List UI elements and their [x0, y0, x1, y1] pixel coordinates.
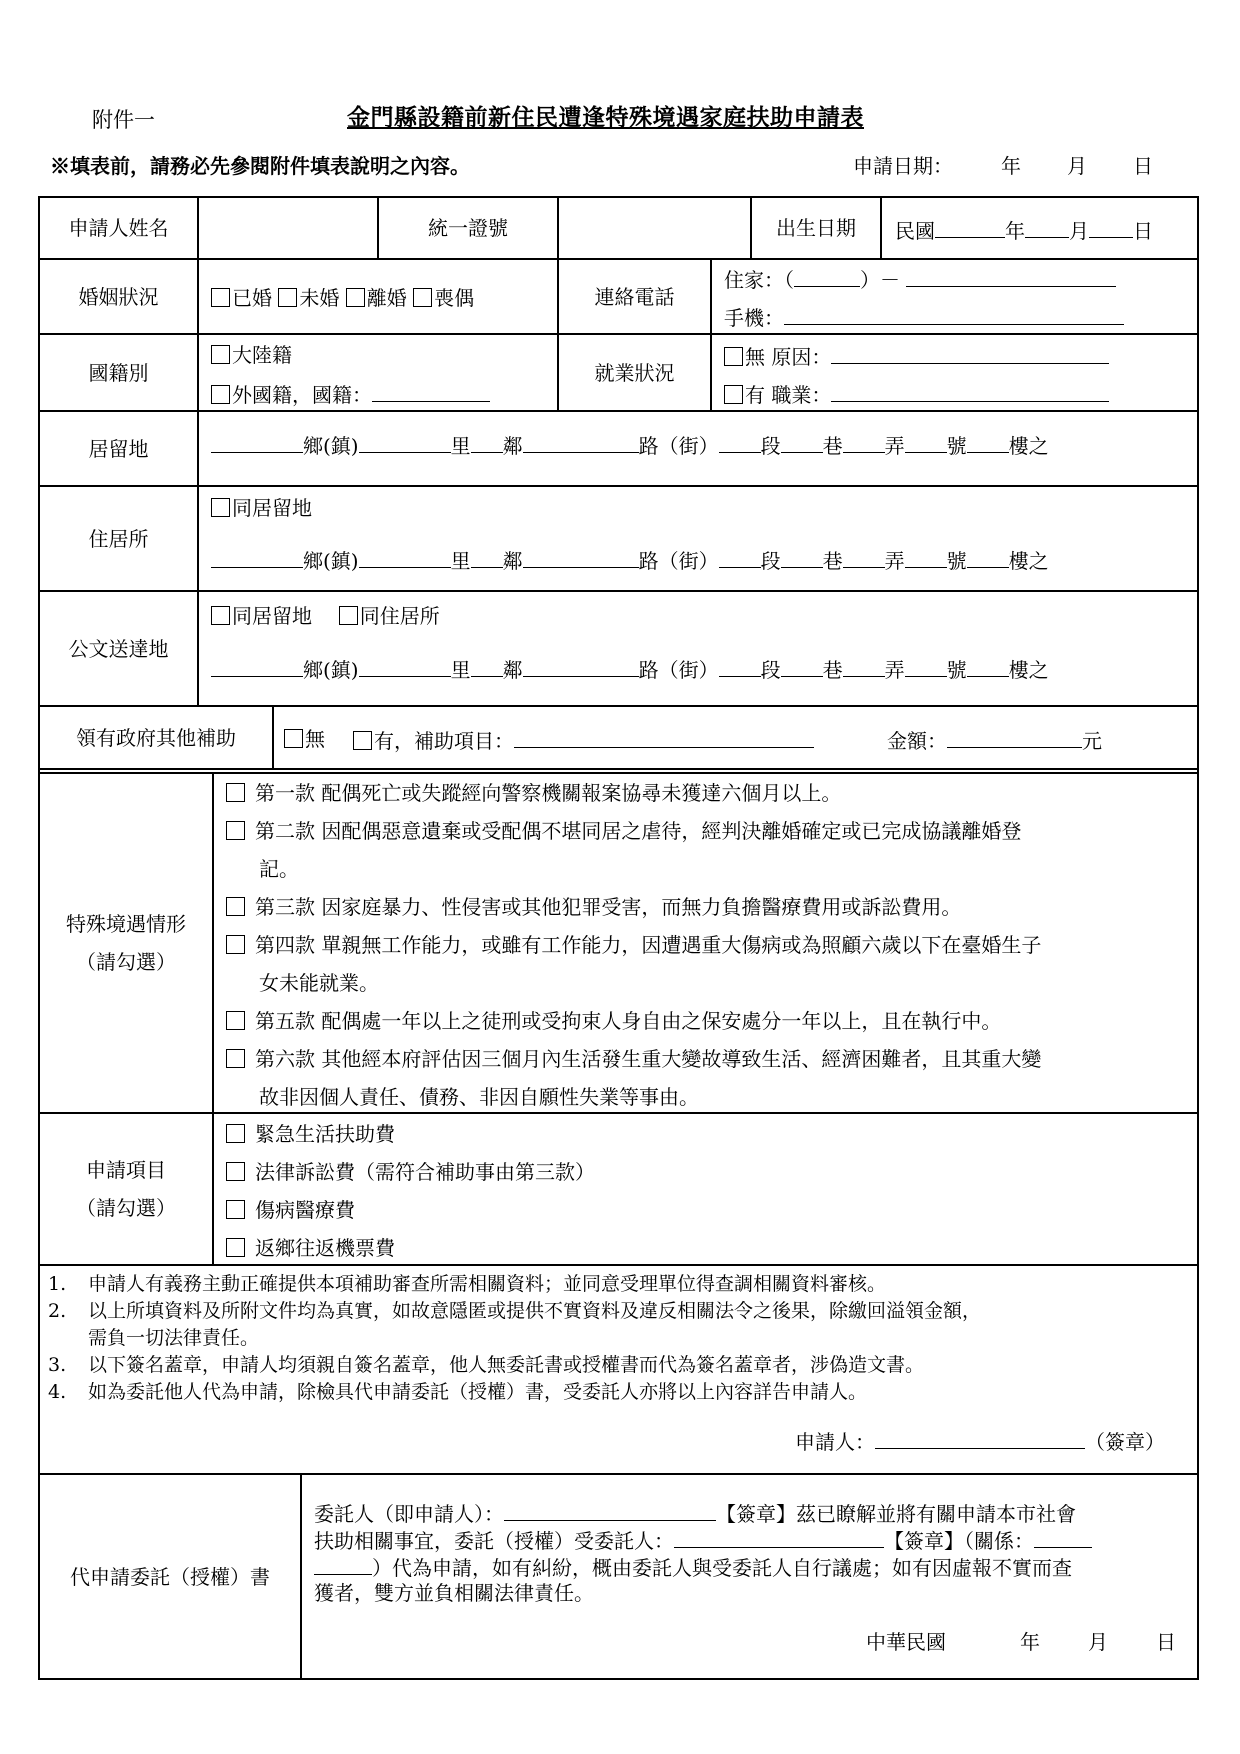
checkbox[interactable]	[284, 729, 303, 748]
clause-2-continuation: 記。	[259, 857, 299, 881]
rule	[38, 410, 1199, 412]
home-phone-sep: ）－	[860, 268, 900, 292]
relationship-field[interactable]	[1034, 1527, 1092, 1548]
rule	[880, 196, 882, 258]
clause-5-option[interactable]: 第五款 配偶處一年以上之徒刑或受拘束人身自由之保安處分一年以上，且在執行中。	[226, 1006, 1001, 1036]
emergency-aid-option[interactable]: 緊急生活扶助費	[226, 1119, 395, 1149]
legal-fee-option[interactable]: 法律訴訟費（需符合補助事由第三款）	[226, 1157, 595, 1187]
birth-day: 日	[1133, 219, 1153, 243]
delegator-signature-field[interactable]	[504, 1500, 716, 1521]
birth-year: 年	[1005, 219, 1025, 243]
id-number-field[interactable]	[559, 198, 750, 258]
birth-date-label: 出生日期	[776, 216, 856, 240]
checkbox[interactable]	[413, 288, 432, 307]
apply-date-month: 月	[1067, 154, 1087, 178]
employment-yes-option[interactable]: 有 職業：	[724, 381, 1109, 407]
checkbox[interactable]	[211, 606, 230, 625]
clause-3-option[interactable]: 第三款 因家庭暴力、性侵害或其他犯罪受害，而無力負擔醫療費用或訴訟費用。	[226, 892, 961, 922]
checkbox[interactable]	[724, 385, 743, 404]
apply-date-day: 日	[1133, 154, 1153, 178]
application-label-line1: 申請項目	[86, 1158, 166, 1182]
apply-date-label: 申請日期：	[853, 154, 953, 178]
rule	[710, 258, 712, 410]
checkbox[interactable]	[724, 347, 743, 366]
subsidy-amount-label: 金額：	[887, 729, 947, 753]
checkbox[interactable]	[226, 783, 245, 802]
residence-label: 居留地	[88, 436, 149, 461]
checkbox[interactable]	[226, 1162, 245, 1181]
rule	[300, 1473, 302, 1680]
rule	[38, 1264, 1199, 1266]
checkbox[interactable]	[226, 1124, 245, 1143]
home-phone-label: 住家：（	[724, 268, 794, 292]
checkbox[interactable]	[226, 1200, 245, 1219]
mobile-phone-label: 手機：	[724, 306, 784, 330]
checkbox[interactable]	[226, 1238, 245, 1257]
mailing-address-label: 公文送達地	[68, 636, 169, 661]
checkbox[interactable]	[346, 288, 365, 307]
checkbox[interactable]	[226, 1049, 245, 1068]
subsidy-amount-unit: 元	[1082, 729, 1102, 753]
clause-4-continuation: 女未能就業。	[259, 971, 379, 995]
phone-label: 連絡電話	[594, 284, 675, 309]
rule	[212, 772, 214, 1264]
checkbox[interactable]	[226, 1011, 245, 1030]
proxy-line-4: 獲者，雙方並負相關法律責任。	[314, 1581, 594, 1605]
airfare-option[interactable]: 返鄉往返機票費	[226, 1233, 395, 1263]
rule	[38, 590, 1199, 592]
nationality-mainland-option[interactable]: 大陸籍	[211, 343, 292, 367]
clause-6-continuation: 故非因個人責任、債務、非因自願性失業等事由。	[259, 1085, 699, 1109]
rule	[38, 768, 1199, 770]
id-number-label: 統一證號	[428, 216, 508, 240]
declaration-1: 1. 申請人有義務主動正確提供本項補助審查所需相關資料；並同意受理單位得查調相關資料審核。	[48, 1273, 887, 1295]
marital-married-option[interactable]: 已婚	[211, 286, 272, 310]
residence-address-field[interactable]: 鄉(鎮) 里 鄰 路（街） 段 巷 弄 號 樓之	[211, 432, 1049, 458]
clause-4-option[interactable]: 第四款 單親無工作能力，或雖有工作能力，因遭遇重大傷病或為照顧六歲以下在臺婚生子	[226, 930, 1041, 960]
checkbox[interactable]	[278, 288, 297, 307]
applicant-signature-label: 申請人：	[795, 1430, 875, 1454]
declaration-3: 3. 以下簽名蓋章，申請人均須親自簽名蓋章，他人無委託書或授權書而代為簽名蓋章者，涉偽造文書。	[48, 1354, 925, 1376]
checkbox[interactable]	[226, 821, 245, 840]
proxy-date: 中華民國 年 月 日	[866, 1630, 1176, 1654]
mailing-same-as-dwelling-option[interactable]: 同住居所	[339, 604, 440, 628]
special-circumstances-label	[40, 774, 212, 1112]
employment-none-option[interactable]: 無 原因：	[724, 343, 1109, 369]
special-label-line2: （請勾選）	[76, 950, 176, 974]
checkbox[interactable]	[339, 606, 358, 625]
applicant-name-label: 申請人姓名	[68, 216, 169, 240]
clause-1-option[interactable]: 第一款 配偶死亡或失蹤經向警察機關報案協尋未獲達六個月以上。	[226, 778, 841, 808]
marital-single-option[interactable]: 未婚	[278, 286, 339, 310]
birth-month: 月	[1069, 219, 1089, 243]
checkbox[interactable]	[226, 897, 245, 916]
applicant-signature-seal: （簽章）	[1085, 1430, 1165, 1454]
clause-6-option[interactable]: 第六款 其他經本府評估因三個月內生活發生重大變故導致生活、經濟困難者，且其重大變	[226, 1044, 1041, 1074]
notice-text: ※填表前，請務必先參閱附件填表說明之內容。	[50, 154, 470, 178]
checkbox[interactable]	[211, 288, 230, 307]
delegate-signature-field[interactable]	[674, 1527, 884, 1548]
birth-roc: 民國	[895, 219, 935, 243]
marital-widowed-option[interactable]: 喪偶	[413, 286, 474, 310]
form-title: 金門縣設籍前新住民遭逢特殊境遇家庭扶助申請表	[347, 104, 864, 131]
subsidy-none-option[interactable]: 無	[284, 727, 325, 751]
declaration-2-continuation: 需負一切法律責任。	[88, 1327, 260, 1349]
mailing-options	[211, 604, 440, 628]
employment-label: 就業狀況	[594, 360, 675, 385]
rule	[272, 705, 274, 768]
mailing-address-field[interactable]: 鄉(鎮) 里 鄰 路（街） 段 巷 弄 號 樓之	[211, 656, 1049, 682]
apply-date-year: 年	[1001, 154, 1021, 178]
special-label-line1: 特殊境遇情形	[66, 912, 186, 936]
application-label-line2: （請勾選）	[76, 1196, 176, 1220]
marital-divorced-option[interactable]: 離婚	[346, 286, 407, 310]
birth-date-field[interactable]	[895, 217, 1153, 243]
checkbox[interactable]	[211, 385, 230, 404]
proxy-line-1: 委託人（即申請人）： 【簽章】茲已瞭解並將有關申請本市社會	[314, 1502, 1076, 1526]
clause-2-option[interactable]: 第二款 因配偶惡意遺棄或受配偶不堪同居之虐待，經判決離婚確定或已完成協議離婚登	[226, 816, 1021, 846]
checkbox[interactable]	[226, 935, 245, 954]
checkbox[interactable]	[211, 345, 230, 364]
subsidy-amount-field[interactable]	[887, 727, 1102, 753]
applicant-signature-field[interactable]	[795, 1428, 1165, 1454]
mobile-phone-field[interactable]	[724, 304, 1124, 330]
rule	[38, 485, 1199, 487]
rule	[197, 196, 199, 705]
dwelling-label: 住居所	[88, 526, 149, 551]
dwelling-address-field[interactable]: 鄉(鎮) 里 鄰 路（街） 段 巷 弄 號 樓之	[211, 547, 1049, 573]
subsidy-yes-option[interactable]: 有，補助項目：	[353, 727, 814, 753]
applicant-name-field[interactable]	[199, 198, 377, 258]
proxy-line-2: 扶助相關事宜，委託（授權）受委託人： 【簽章】（關係：	[314, 1527, 1092, 1553]
declaration-4: 4. 如為委託他人代為申請，除檢具代申請委託（授權）書，受委託人亦將以上內容詳告申請人。	[48, 1381, 868, 1403]
application-items-label	[40, 1114, 212, 1264]
mailing-same-as-residence-option[interactable]: 同居留地	[211, 604, 312, 628]
marital-options	[211, 286, 474, 310]
proxy-authorization-label: 代申請委託（授權）書	[70, 1564, 270, 1589]
checkbox[interactable]	[353, 731, 372, 750]
attachment-label: 附件一	[92, 108, 155, 132]
declaration-2: 2. 以上所填資料及所附文件均為真實，如故意隱匿或提供不實資料及違反相關法令之後果，除繳回溢領金額，	[48, 1300, 982, 1322]
home-phone-field[interactable]	[724, 266, 1116, 292]
apply-date	[853, 150, 1153, 179]
proxy-line-3: ）代為申請，如有糾紛，概由委託人與受委託人自行議處；如有因虛報不實而查	[314, 1554, 1072, 1580]
medical-fee-option[interactable]: 傷病醫療費	[226, 1195, 355, 1225]
marital-status-label: 婚姻狀況	[78, 284, 159, 309]
nationality-foreign-option[interactable]: 外國籍，國籍：	[211, 381, 490, 407]
dwelling-same-as-residence-option[interactable]: 同居留地	[211, 496, 312, 520]
checkbox[interactable]	[211, 498, 230, 517]
other-subsidy-label: 領有政府其他補助	[76, 725, 236, 750]
nationality-label: 國籍別	[88, 360, 149, 385]
